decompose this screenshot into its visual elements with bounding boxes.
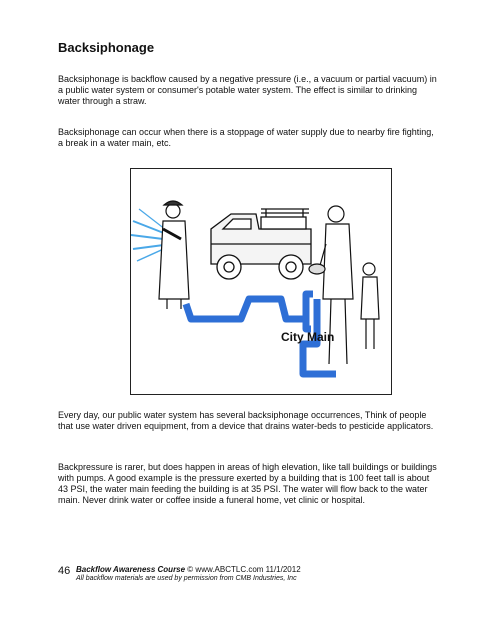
course-title: Backflow Awareness Course <box>76 565 186 574</box>
paragraph-definition: Backsiphonage is backflow caused by a negative pressure (i.e., a vacuum or partial vacuum) in a public water system or consumer's potable water system. The effect is similar to drinking water through a straw. <box>58 74 437 106</box>
paragraph-causes: Backsiphonage can occur when there is a stoppage of water supply due to nearby fire fighting, a break in a water main, etc. <box>58 127 434 148</box>
footer-permission: All backflow materials are used by permission from CMB Industries, Inc <box>76 575 297 582</box>
child-figure <box>361 263 379 349</box>
paragraph-backpressure: Backpressure is rarer, but does happen in areas of high elevation, like tall buildings or buildings with pumps. A good example is the pressure exerted by a building that is 100 feet tall is about 43 PSI, the water main feeding the building is at 35 PSI. The water will flow back to the water main. Never drink water or coffee inside a funeral home, vet clinic or hospital. <box>58 462 437 505</box>
footer-copyright: © www.ABCTLC.com 11/1/2012 <box>185 565 301 574</box>
fire-truck <box>211 209 311 279</box>
section-heading: Backsiphonage <box>58 40 155 55</box>
paragraph-daily-occurrences: Every day, our public water system has several backsiphonage occurrences, Think of people that use water driven equipment, from a device that drains water-beds to pesticide applicators. <box>58 410 434 431</box>
footer-course-line <box>76 565 301 574</box>
page-footer <box>58 565 438 595</box>
page-number: 46 <box>58 565 71 577</box>
backsiphonage-illustration <box>130 168 392 395</box>
firefighter-figure <box>159 201 189 309</box>
city-main-label: City Main <box>281 330 335 344</box>
illustration-svg <box>131 169 391 394</box>
